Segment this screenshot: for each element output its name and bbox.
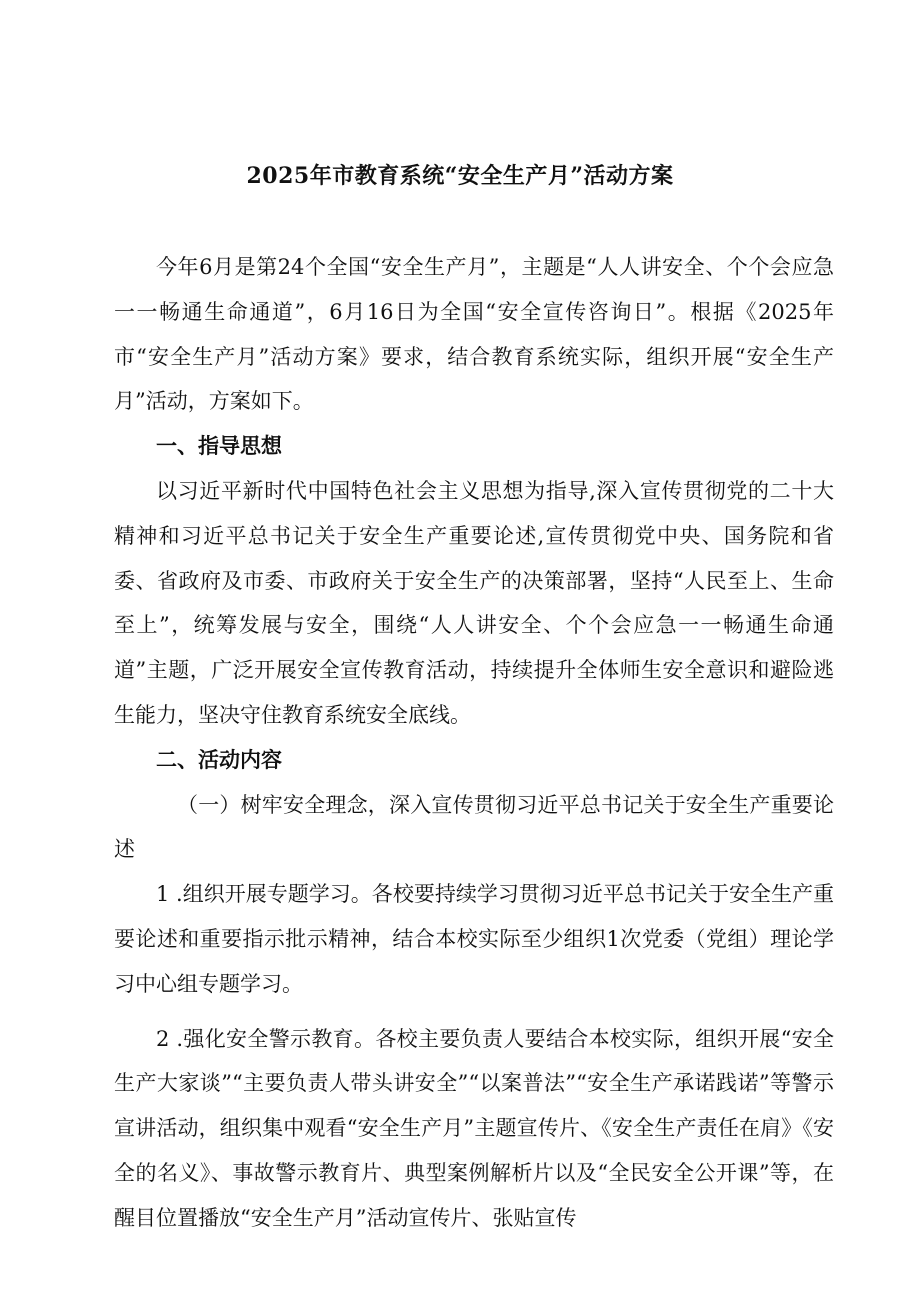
section-heading-guiding-ideology: 一、指导思想: [156, 433, 282, 459]
document-title: 2025年市教育系统“安全生产月”活动方案: [246, 163, 674, 189]
subsection-heading-1: （一）树牢安全理念，深入宣传贯彻习近平总书记关于安全生产重要论述: [114, 792, 834, 862]
intro-paragraph: 今年6月是第24个全国“安全生产月”，主题是“人人讲安全、个个会应急一一畅通生命通道”，6月16日为全国“安全宣传咨询日”。根据《2025年市“安全生产月”活动方案》要求，结合教育系统实际，组织开展“安全生产月”活动，方案如下。: [114, 255, 834, 414]
item-paragraph-1: 1 .组织开展专题学习。各校要持续学习贯彻习近平总书记关于安全生产重要论述和重要指示批示精神，结合本校实际至少组织1次党委（党组）理论学习中心组专题学习。: [114, 882, 834, 996]
section-heading-activity-content: 二、活动内容: [156, 746, 282, 772]
guiding-ideology-paragraph: 以习近平新时代中国特色社会主义思想为指导,深入宣传贯彻党的二十大精神和习近平总书记关于安全生产重要论述,宣传贯彻党中央、国务院和省委、省政府及市委、市政府关于安全生产的决策部署，坚持“人民至上、生命至上”，统筹发展与安全，围绕“人人讲安全、个个会应急一一畅通生命通道”主题，广泛开展安全宣传教育活动，持续提升全体师生安全意识和避险逃生能力，坚决守住教育系统安全底线。: [114, 478, 834, 727]
item-paragraph-2: 2 .强化安全警示教育。各校主要负责人要结合本校实际，组织开展“安全生产大家谈”“主要负责人带头讲安全”“以案普法”“安全生产承诺践诺”等警示宣讲活动，组织集中观看“安全生产月”主题宣传片、《安全生产责任在肩》《安全的名义》、事故警示教育片、典型案例解析片以及“全民安全公开课”等，在醒目位置播放“安全生产月”活动宣传片、张贴宣传: [114, 1026, 834, 1230]
document-body: [114, 245, 834, 1241]
